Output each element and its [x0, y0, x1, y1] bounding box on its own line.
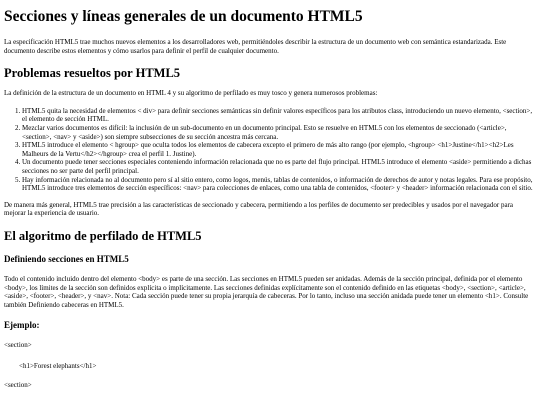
defining-sections-heading: Definiendo secciones en HTML5: [4, 253, 129, 264]
list-item: 3. HTML5 introduce el elemento < hgroup> que oculta todos los elementos de cabecera excepto el primero de más alto rango (por ejemplo, <hgroup> <h1>Justine</h1><h2>Les Malheurs de la Vertu</h2></hgroup> crea el perfil 1. Justine).: [22, 141, 536, 158]
defining-sections-paragraph: Todo el contenido incluido dentro del elemento <body> es parte de una sección. Las secciones en HTML5 pueden ser anidadas. Además de la sección principal, definida por el elemento <body>, los límites de la sección son definidos explícita o implícitamente. Las secciones definidas explícitamente son el contenido definido en las etiquetas <body>, <section>, <article>, <aside>, <footer>, <header>, y <nav>. Nota: Cada sección puede tener su propia jerarquía de cabeceras. Por lo tanto, incluso una sección anidada puede tener un elemento <h1>. Consulte también Definiendo cabeceras en HTML5.: [4, 274, 529, 309]
list-item: 4. Un documento puede tener secciones especiales conteniendo información relacionada que no es parte del flujo principal. HTML5 introduce el elemento <aside> permitiendo a dichas secciones no ser parte del perfil principal.: [22, 158, 536, 175]
problems-paragraph: La definición de la estructura de un documento en HTML 4 y su algoritmo de perfilado es muy tosco y genera numerosos problemas:: [4, 89, 378, 98]
list-item: 5. Hay información relacionada no al documento pero sí al sitio entero, como logos, menús, tablas de contenidos, o información de derechos de autor y notas legales. Para ese propósito, HTML5 introduce tres elementos de sección específicos: <nav> para colecciones de enlaces, como una tabla de contenidos, <footer> y <header> información relacionada con el sitio.: [22, 176, 536, 193]
summary-paragraph: De manera más general, HTML5 trae precisión a las características de seccionado y cabecera, permitiendo a los perfiles de documento ser predecibles y usados por el navegador para mejorar la experiencia de usuario.: [4, 200, 514, 218]
list-item: 2. Mezclar varios documentos es difícil: la inclusión de un sub-documento en un documento principal. Esto se resuelve en HTML5 con los elementos de seccionado (<article>, <section>, <nav> y <aside>) son siempre subsecciones de su sección ancestra más cercana.: [22, 124, 536, 141]
code-line-section-open-2: <section>: [4, 381, 32, 390]
intro-paragraph: La especificación HTML5 trae muchos nuevos elementos a los desarrolladores web, permitiéndoles describir la estructura de un documento web con semántica estandarizada. Este documento describe estos elementos y cómo usarlos para definir el perfil de cualquier documento.: [4, 38, 507, 55]
code-line-h1: <h1>Forest elephants</h1>: [19, 361, 97, 370]
page-title: Secciones y líneas generales de un documento HTML5: [4, 8, 363, 25]
algorithm-heading: El algoritmo de perfilado de HTML5: [4, 228, 202, 243]
example-heading: Ejemplo:: [4, 320, 40, 331]
problems-heading: Problemas resueltos por HTML5: [4, 66, 181, 81]
list-item: 1. HTML5 quita la necesidad de elementos < div> para definir secciones semánticas sin definir valores específicos para los atributos class, introduciendo un nuevo elemento, <section>, el elemento de sección HTML.: [22, 107, 536, 124]
problems-list: [4, 107, 536, 193]
code-line-section-open: <section>: [4, 341, 32, 350]
